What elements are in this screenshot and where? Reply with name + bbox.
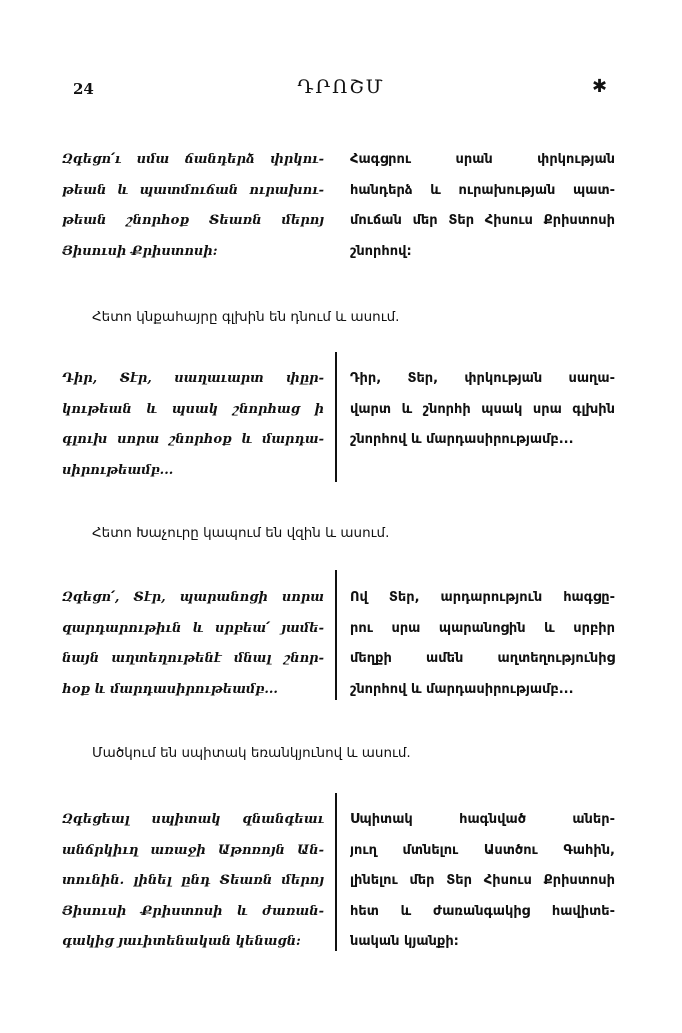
page-header — [0, 72, 682, 102]
classical-text-block-3 — [62, 583, 324, 705]
classical-line: գլուխ սորա շնորհօք և մարդա- — [62, 432, 324, 447]
page-number: 24 — [73, 80, 94, 98]
classical-text-block-4 — [62, 805, 324, 958]
modern-line: հանդերձ և ուրախության պատ- — [350, 182, 615, 198]
classical-line: Դիր, Տէր, սաղաւարտ փըր- — [62, 371, 324, 386]
modern-line: Հագցրու սրան փրկության — [350, 152, 615, 167]
classical-text-block-1 — [62, 145, 324, 267]
classical-line: նայն աղտեղութենէ մնալ շնոր- — [62, 651, 324, 666]
classical-line: թեան և պատմուճան ուրախու- — [62, 182, 324, 198]
modern-line: րու սրա պարանոցին և սրբիր — [350, 620, 615, 636]
column-divider — [335, 352, 337, 482]
modern-line: շնորհով և մարդասիրությամբ... — [350, 681, 574, 697]
classical-line: տունին. լինել ընդ Տեառն մերոյ — [62, 873, 324, 888]
modern-line: վարտ և շնորհի պսակ սրա գլխին — [350, 401, 615, 417]
classical-line: Զգեցեալ սպիտակ զնանգեաւ — [62, 812, 324, 827]
modern-line: շնորհով: — [350, 243, 412, 259]
modern-line: Դիր, Տեր, փրկության սաղա- — [350, 371, 615, 386]
rubric-1: Հետո կնքահայրը գլխին են դնում և ասում. — [92, 309, 400, 325]
ornament-icon: ✱ — [592, 76, 608, 97]
modern-line: Սպիտակ հագնված աներ- — [350, 812, 615, 827]
classical-line: գակից յաւիտենական կենացն: — [62, 934, 301, 949]
modern-line: յուղ մտնելու Աստծու Գահին, — [350, 842, 615, 858]
modern-text-block-3 — [350, 583, 615, 705]
classical-line: անճրկիւղ առաջի Աթոռոյն Ան- — [62, 842, 324, 858]
rubric-2: Հետո Խաչուրը կապում են վզին և ասում. — [92, 525, 390, 541]
classical-line: հօք և մարդասիրութեամբ... — [62, 681, 278, 697]
modern-line: շնորհով և մարդասիրությամբ... — [350, 432, 574, 447]
column-divider — [335, 793, 337, 951]
modern-line: նական կյանքի: — [350, 934, 459, 949]
modern-text-block-2 — [350, 364, 615, 456]
modern-text-block-1 — [350, 145, 615, 267]
column-divider — [335, 570, 337, 700]
classical-line: սիրութեամբ... — [62, 462, 174, 478]
classical-line: զարդարութիւն և սրբեա՛ յամե- — [62, 620, 324, 636]
classical-text-block-2 — [62, 364, 324, 486]
modern-line: մուճան մեր Տեր Հիսուս Քրիստոսի — [350, 213, 615, 228]
modern-text-block-4 — [350, 805, 615, 958]
classical-line: Զգեցո՛, Տէր, պարանոցի սորա — [62, 590, 324, 605]
classical-line: Յիսուսի Քրիստոսի: — [62, 243, 218, 259]
classical-line: թեան շնորհօք Տեառն մերոյ — [62, 213, 324, 228]
running-title: ԴՐՈՇՄ — [297, 76, 385, 98]
classical-line: Յիսուսի Քրիստոսի և ժառան- — [62, 903, 324, 919]
classical-line: կութեան և պսակ շնորհաց ի — [62, 401, 324, 417]
modern-line: լինելու մեր Տեր Հիսուս Քրիստոսի — [350, 873, 615, 888]
rubric-3: Մածկում են սպիտակ եռանկյունով և ասում. — [92, 745, 411, 761]
classical-line: Զգեցո՛ւ սմա ճանդերձ փրկու- — [62, 152, 324, 167]
modern-line: Ով Տեր, արդարություն հագցը- — [350, 590, 615, 605]
modern-line: մեղքի ամեն աղտեղությունից — [350, 651, 615, 666]
modern-line: հետ և ժառանգակից հավիտե- — [350, 903, 615, 919]
